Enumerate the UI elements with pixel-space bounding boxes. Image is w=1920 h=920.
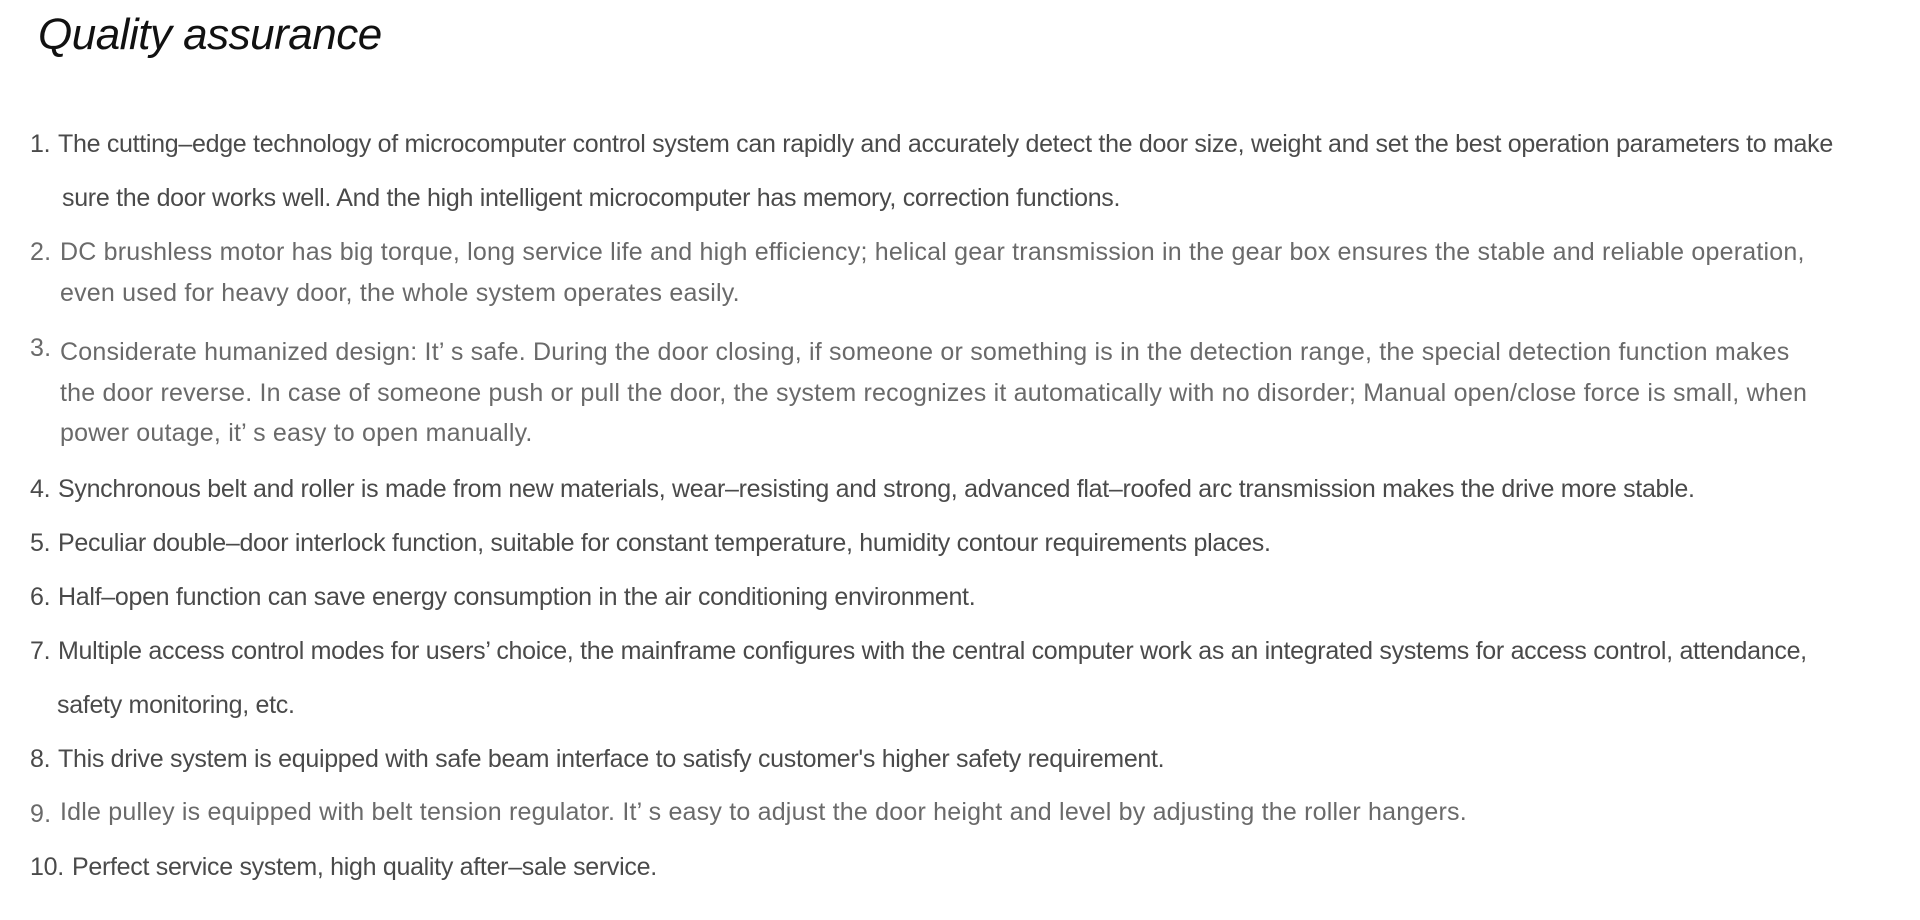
page-title: Quality assurance [38, 10, 382, 59]
item-text-line: power outage, it’ s easy to open manually. [60, 419, 533, 447]
item-number: 3. [30, 334, 52, 362]
item-number: 1. [30, 130, 51, 158]
item-number: 8. [30, 745, 51, 773]
item-text-line: Synchronous belt and roller is made from new materials, wear–resisting and strong, advanced flat–roofed arc transmission makes the drive more stable. [58, 475, 1695, 503]
item-text-line: Perfect service system, high quality after–sale service. [72, 853, 657, 881]
item-text-line: Multiple access control modes for users’ choice, the mainframe configures with the central computer work as an integrated systems for access control, attendance, [58, 637, 1807, 665]
item-text-line: even used for heavy door, the whole system operates easily. [60, 279, 740, 307]
item-text-line: Peculiar double–door interlock function, suitable for constant temperature, humidity contour requirements places. [58, 529, 1271, 557]
item-number: 9. [30, 800, 52, 828]
item-number: 4. [30, 475, 51, 503]
item-text-line: Idle pulley is equipped with belt tension regulator. It’ s easy to adjust the door height and level by adjusting the roller hangers. [60, 798, 1467, 826]
item-text-line: DC brushless motor has big torque, long service life and high efficiency; helical gear transmission in the gear box ensures the stable and reliable operation, [60, 238, 1805, 266]
item-text-line: sure the door works well. And the high intelligent microcomputer has memory, correction functions. [62, 184, 1121, 212]
item-number: 2. [30, 238, 52, 266]
item-number: 5. [30, 529, 51, 557]
item-number: 7. [30, 637, 51, 665]
item-text-line: Half–open function can save energy consumption in the air conditioning environment. [58, 583, 976, 611]
item-number: 10. [30, 853, 64, 881]
item-text-line: the door reverse. In case of someone push or pull the door, the system recognizes it automatically with no disorder; Manual open/close force is small, when [60, 379, 1808, 407]
item-text-line: This drive system is equipped with safe beam interface to satisfy customer's higher safety requirement. [58, 745, 1165, 773]
item-text-line: Considerate humanized design: It’ s safe. During the door closing, if someone or something is in the detection range, the special detection function makes [60, 338, 1790, 366]
item-text-line: The cutting–edge technology of microcomputer control system can rapidly and accurately detect the door size, weight and set the best operation parameters to make [58, 130, 1833, 158]
item-number: 6. [30, 583, 51, 611]
item-text-line: safety monitoring, etc. [57, 691, 295, 719]
